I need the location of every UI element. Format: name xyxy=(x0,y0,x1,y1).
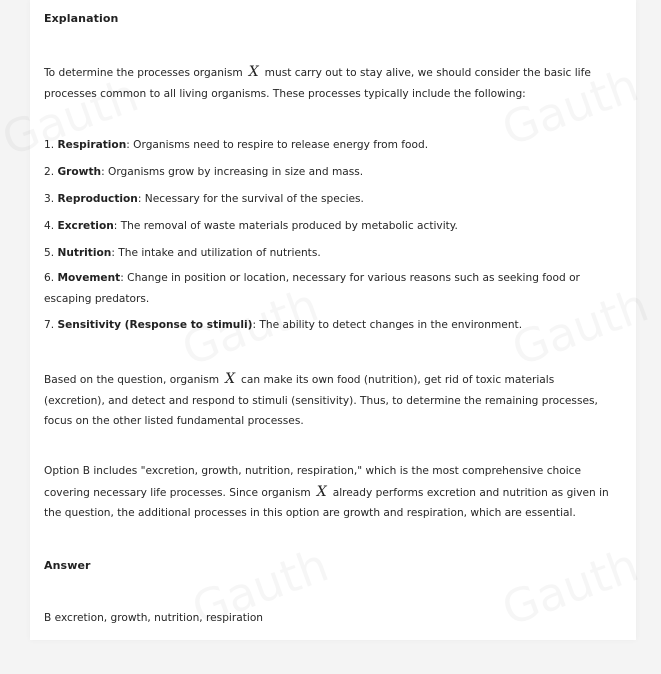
variable-x: X xyxy=(248,64,259,80)
list-item-term: Growth xyxy=(57,166,102,178)
list-item-term: Sensitivity (Response to stimuli) xyxy=(57,319,253,331)
list-item-term: Excretion xyxy=(57,220,114,232)
variable-x: X xyxy=(316,483,327,500)
list-item-term: Reproduction xyxy=(57,193,138,205)
intro-paragraph xyxy=(44,62,622,104)
list-item: 2. Growth: Organisms grow by increasing in size and mass. xyxy=(44,166,364,178)
list-item: 6. Movement: Change in position or location, necessary for various reasons such as seeking food or escaping predators. xyxy=(44,272,580,305)
answer-heading: Answer xyxy=(44,559,91,572)
explanation-heading: Explanation xyxy=(44,12,119,25)
list-item-term: Respiration xyxy=(57,139,127,151)
list-item: 7. Sensitivity (Response to stimuli): The ability to detect changes in the environment. xyxy=(44,319,523,331)
answer-text: B excretion, growth, nutrition, respiration xyxy=(44,612,264,624)
list-item-term: Nutrition xyxy=(57,247,112,259)
list-item-term: Movement xyxy=(57,272,121,284)
intro-text-line2: processes common to all living organisms. These processes typically include the following: xyxy=(44,87,526,100)
intro-text-post: must carry out to stay alive, we should consider the basic life xyxy=(264,67,591,79)
list-item: 3. Reproduction: Necessary for the survival of the species. xyxy=(44,193,364,205)
list-item: 1. Respiration: Organisms need to respire to release energy from food. xyxy=(44,139,429,151)
variable-x: X xyxy=(225,371,236,387)
analysis-paragraph: Based on the question, organism X can make its own food (nutrition), get rid of toxic materials (excretion), and detect and respond to stimuli (sensitivity). Thus, to determine the remaining processes, focus on the other listed fundamental processes. xyxy=(44,371,598,427)
intro-text-pre: To determine the processes organism xyxy=(44,67,243,79)
list-item: 5. Nutrition: The intake and utilization of nutrients. xyxy=(44,247,321,259)
list-item: 4. Excretion: The removal of waste materials produced by metabolic activity. xyxy=(44,220,458,232)
option-b-paragraph: Option B includes "excretion, growth, nutrition, respiration," which is the most comprehensive choice covering necessary life processes. Since organism X already performs excretion and nutrition as given in the question, the additional processes in this option are growth and respiration, which are essential. xyxy=(44,465,609,519)
